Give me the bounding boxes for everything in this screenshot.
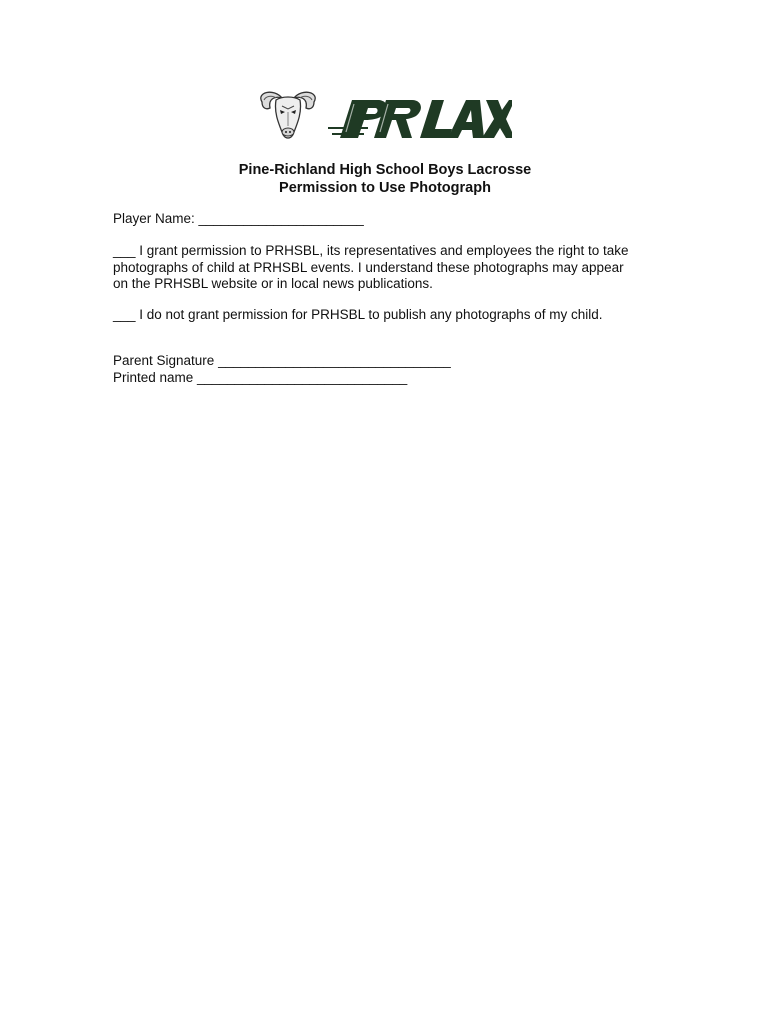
deny-line: ___ I do not grant permission for PRHSBL to publish any photographs of my child. <box>113 307 603 322</box>
signature-block <box>113 353 658 386</box>
grant-line-1: ___ I grant permission to PRHSBL, its representatives and employees the right to take <box>113 243 629 258</box>
parent-signature-line: Parent Signature _______________________________ <box>113 353 451 368</box>
grant-line-2: photographs of child at PRHSBL events. I understand these photographs may appear <box>113 259 624 275</box>
ram-head-icon <box>261 92 315 138</box>
printed-name-line: Printed name ____________________________ <box>113 369 408 385</box>
prlax-wordmark <box>328 100 512 138</box>
grant-permission-option <box>113 243 658 293</box>
prlax-logo <box>256 88 512 148</box>
grant-line-3: on the PRHSBL website or in local news publications. <box>113 276 433 291</box>
player-name-field <box>113 211 658 228</box>
deny-permission-option <box>113 307 658 324</box>
document-subtitle: Permission to Use Photograph <box>279 180 491 196</box>
player-name-line: Player Name: ______________________ <box>113 211 364 226</box>
document-title: Pine-Richland High School Boys Lacrosse <box>238 162 532 178</box>
document-header <box>0 161 770 197</box>
